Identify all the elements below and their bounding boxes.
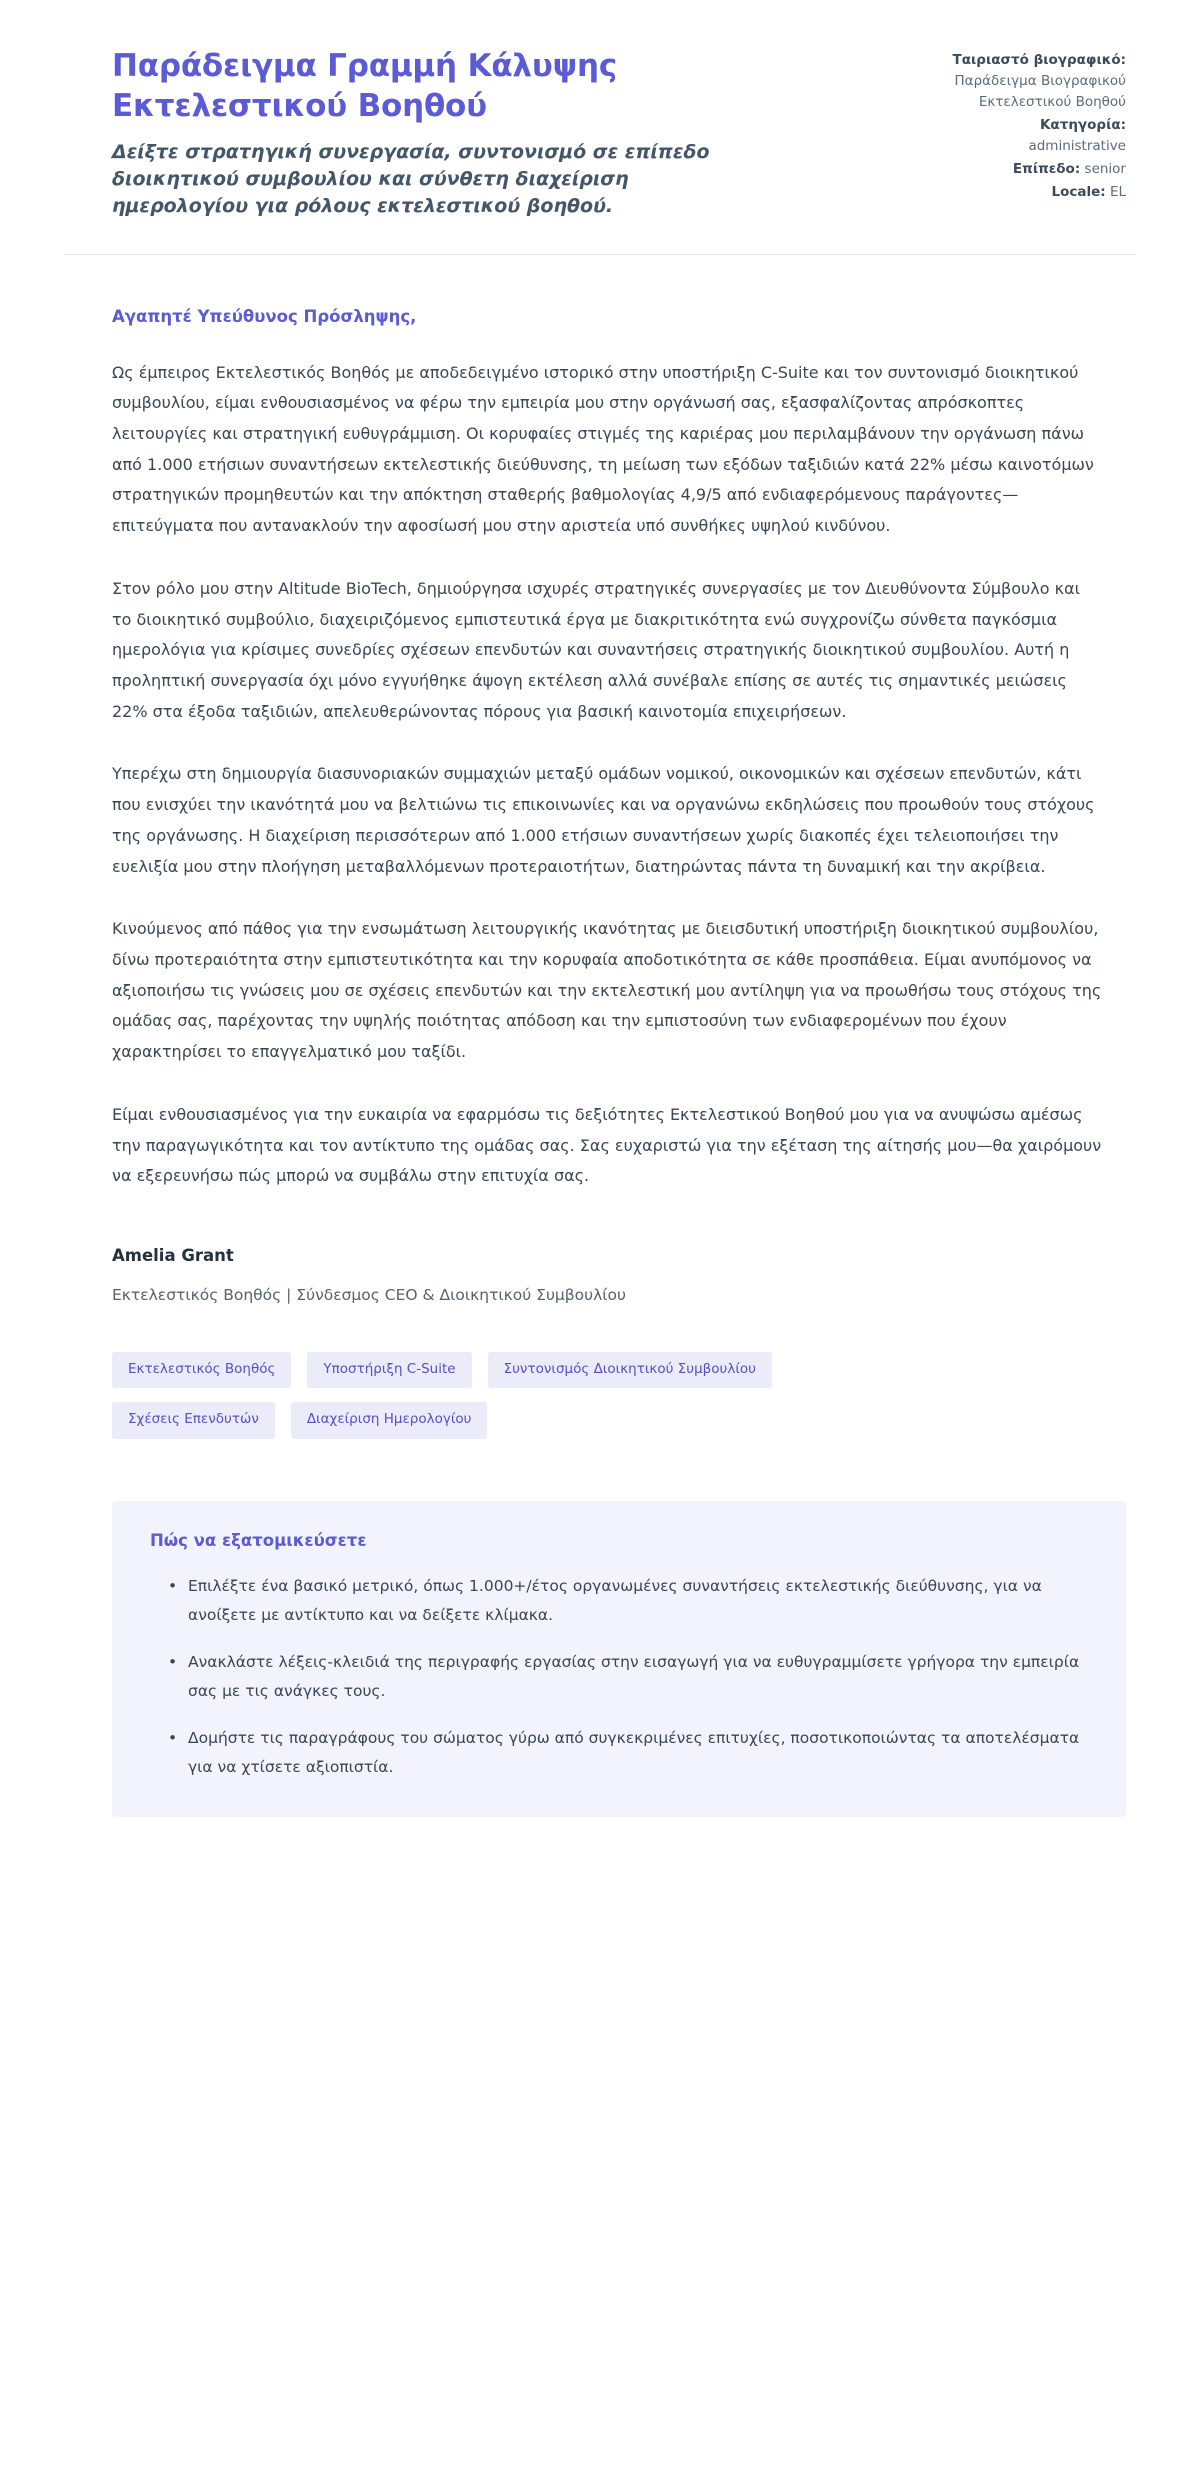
meta-category-label: Κατηγορία: — [1039, 116, 1126, 133]
personalization-callout — [112, 1501, 1126, 1817]
meta-matching-resume-label: Ταιριαστό βιογραφικό: — [952, 52, 1126, 68]
letter-paragraph: Στον ρόλο μου στην Altitude BioTech, δημιούργησα ισχυρές στρατηγικές συνεργασίες με τον Διευθύνοντα Σύμβουλο και το διοικητικό συμβούλιο, διαχειριζόμενος εμπιστευτικά έργα με διακριτικότητα ενώ συγχρονίζω σύνθετα παγκόσμια ημερολόγια για κρίσιμες συνεδρίες σχέσεων επενδυτών και συναντήσεις στρατηγικής διοικητικού συμβουλίου. Αυτή η προληπτική συνεργασία όχι μόνο εγγυήθηκε άψογη εκτέλεση αλλά συνέβαλε επίσης σε αυτές τις σημαντικές μειώσεις 22% στα έξοδα ταξιδιών, απελευθερώνοντας πόρους για βασική καινοτομία επιχειρήσεων. — [112, 578, 1081, 721]
meta-matching-resume-value: Παράδειγμα Βιογραφικού Εκτελεστικού Βοηθού — [954, 72, 1126, 110]
letter-paragraph: Είμαι ενθουσιασμένος για την ευκαιρία να εφαρμόσω τις δεξιότητες Εκτελεστικού Βοηθού μου για να ανυψώσω αμέσως την παραγωγικότητα και τον αντίκτυπο της ομάδας σας. Σας ευχαριστώ για την εξέταση της αίτησής μου—θα χαιρόμουν να εξερευνήσω πώς μπορώ να συμβάλω στην επιτυχία σας. — [112, 1104, 1102, 1186]
tag-chip[interactable]: Διαχείριση Ημερολογίου — [291, 1402, 488, 1439]
meta-level — [936, 159, 1126, 180]
tag-list — [112, 1352, 912, 1439]
tag-chip[interactable]: Σχέσεις Επενδυτών — [112, 1402, 275, 1439]
page-title: Παράδειγμα Γραμμή Κάλυψης Εκτελεστικού Βοηθού — [112, 48, 618, 125]
letter-paragraph: Ως έμπειρος Εκτελεστικός Βοηθός με αποδεδειγμένο ιστορικό στην υποστήριξη C-Suite και τον συντονισμό διοικητικού συμβουλίου, είμαι ενθουσιασμένος να φέρω την εμπειρία μου στην οργάνωσή σας, εξασφαλίζοντας απρόσκοπτες λειτουργίες και στρατηγική ευθυγράμμιση. Οι κορυφαίες στιγμές της καριέρας μου περιλαμβάνουν την οργάνωση πάνω από 1.000 ετήσιων συναντήσεων εκτελεστικής διεύθυνσης, τη μείωση των εξόδων ταξιδιών κατά 22% μέσω καινοτόμων στρατηγικών προμηθευτών και την απόκτηση σταθερής βαθμολογίας 4,9/5 από ενδιαφερόμενους παράγοντες—επιτεύγματα που αντανακλούν την αφοσίωσή μου στην αριστεία υπό συνθήκες υψηλού κινδύνου. — [112, 362, 1094, 536]
meta-locale-value: EL — [1109, 183, 1126, 200]
signature-block — [112, 1246, 1102, 1308]
callout-list-item: • Ανακλάστε λέξεις-κλειδιά της περιγραφής εργασίας στην εισαγωγή για να ευθυγραμμίσετε γρήγορα την εμπειρία σας με τις ανάγκες τους. — [172, 1648, 1088, 1706]
cover-letter-body — [64, 307, 1136, 1439]
callout-list-item: • Επιλέξτε ένα βασικό μετρικό, όπως 1.000+/έτος οργανωμένες συναντήσεις εκτελεστικής διεύθυνσης, για να ανοίξετε με αντίκτυπο και να δείξετε κλίμακα. — [172, 1572, 1088, 1630]
document-header — [64, 46, 1136, 220]
meta-level-value: senior — [1084, 160, 1126, 177]
callout-list — [150, 1572, 1088, 1783]
meta-category-value: administrative — [1028, 137, 1126, 154]
tag-chip[interactable]: Υποστήριξη C-Suite — [307, 1352, 471, 1389]
callout-list-item: • Δομήστε τις παραγράφους του σώματος γύρω από συγκεκριμένες επιτυχίες, ποσοτικοποιώντας τα αποτελέσματα για να χτίσετε αξιοπιστία. — [172, 1724, 1088, 1782]
meta-locale — [936, 182, 1126, 203]
meta-matching-resume — [936, 50, 1126, 113]
letter-paragraph: Υπερέχω στη δημιουργία διασυνοριακών συμμαχιών μεταξύ ομάδων νομικού, οικονομικών και σχέσεων επενδυτών, κάτι που ενισχύει την ικανότητά μου να βελτιώνω τις επικοινωνίες και να οργανώνω εκδηλώσεις που προωθούν τους στόχους της οργάνωσης. Η διαχείριση περισσότερων από 1.000 ετήσιων συναντήσεων χωρίς διακοπές έχει τελειοποιήσει την ευελιξία μου στην πλοήγηση μεταβαλλόμενων προτεραιοτήτων, διατηρώντας πάντα τη δυναμική και την ακρίβεια. — [112, 764, 1095, 876]
page-subtitle: Δείξτε στρατηγική συνεργασία, συντονισμό σε επίπεδο διοικητικού συμβουλίου και σύνθετη διαχείριση ημερολογίου για ρόλους εκτελεστικού βοηθού. — [112, 140, 710, 217]
header-divider — [64, 254, 1136, 255]
meta-locale-label: Locale: — [1051, 183, 1106, 200]
callout-title: Πώς να εξατομικεύσετε — [150, 1530, 367, 1550]
header-title-block — [112, 46, 812, 220]
tag-chip[interactable]: Συντονισμός Διοικητικού Συμβουλίου — [488, 1352, 772, 1389]
meta-level-label: Επίπεδο: — [1012, 160, 1081, 177]
meta-category — [936, 115, 1126, 157]
tag-chip[interactable]: Εκτελεστικός Βοηθός — [112, 1352, 291, 1389]
document-metadata — [936, 46, 1126, 204]
signature-role: Εκτελεστικός Βοηθός | Σύνδεσμος CEO & Διοικητικού Συμβουλίου — [112, 1286, 627, 1305]
letter-salutation: Αγαπητέ Υπεύθυνος Πρόσληψης, — [112, 306, 417, 326]
letter-paragraph: Κινούμενος από πάθος για την ενσωμάτωση λειτουργικής ικανότητας με διεισδυτική υποστήριξη διοικητικού συμβουλίου, δίνω προτεραιότητα στην εμπιστευτικότητα και την κορυφαία αποδοτικότητα σε κάθε προσπάθεια. Είμαι ανυπόμονος να αξιοποιήσω τις γνώσεις μου σε σχέσεις επενδυτών και την εκτελεστική μου αντίληψη για να προωθήσω τους στόχους της ομάδας σας, παρέχοντας την υψηλής ποιότητας απόδοση και την εμπιστοσύνη των ενδιαφερομένων που έχουν χαρακτηρίσει το επαγγελματικό μου ταξίδι. — [112, 919, 1102, 1062]
signature-name: Amelia Grant — [112, 1246, 234, 1266]
